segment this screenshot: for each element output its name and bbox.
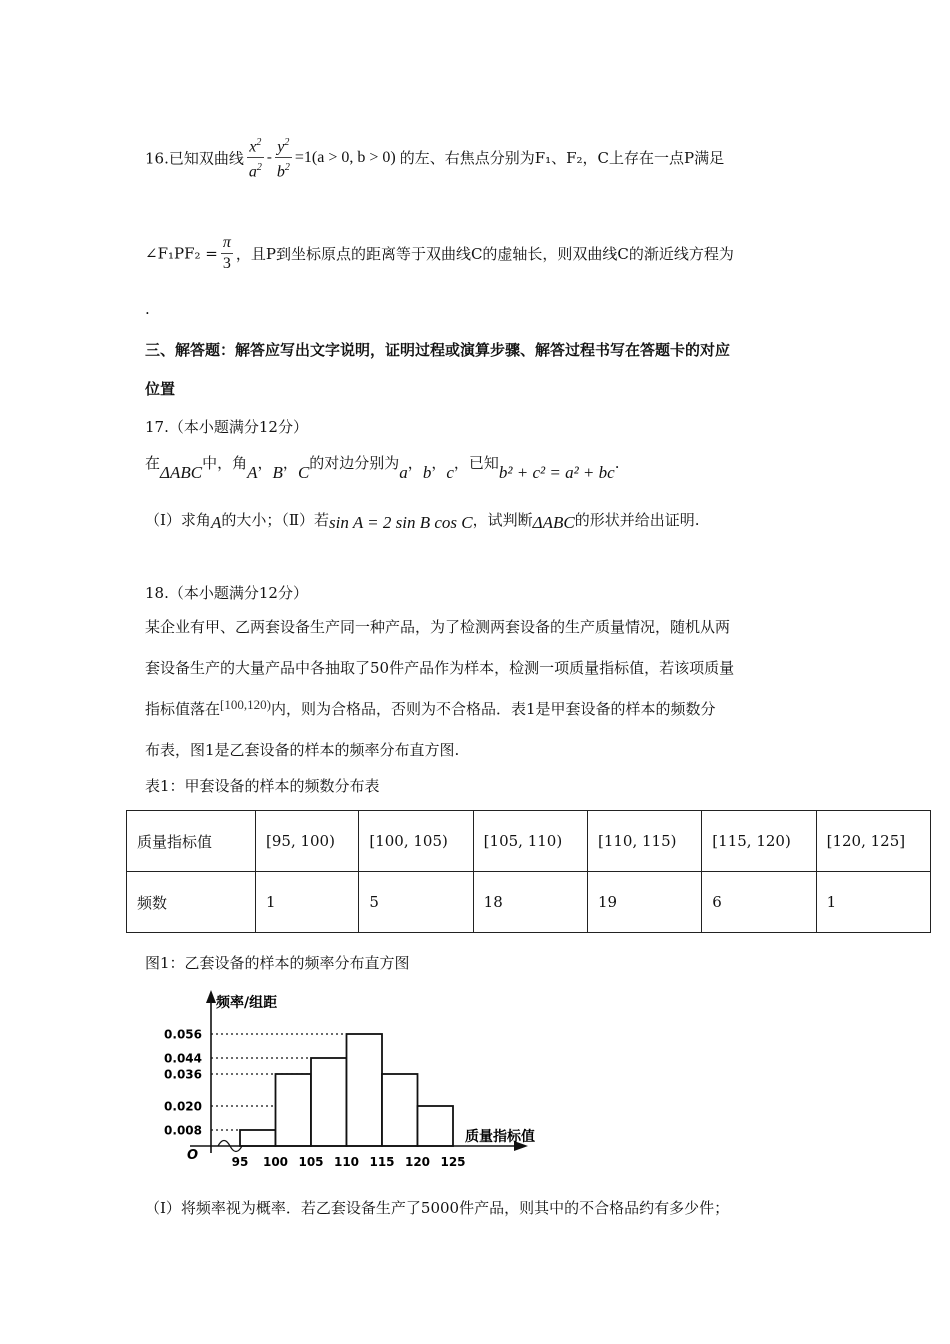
q18-p3-a: 指标值落在 <box>145 700 221 718</box>
q16-line1 <box>145 134 724 182</box>
table-row <box>127 811 931 872</box>
histogram-bar <box>240 1130 276 1146</box>
table-row <box>127 872 931 933</box>
q16-prefix: 16.已知双曲线 <box>145 149 244 168</box>
q17-l2-d: 的形状并给出证明. <box>574 511 700 529</box>
x-tick-label: 115 <box>369 1155 395 1169</box>
q16-pi: π <box>221 234 233 254</box>
x-tick-label: 125 <box>440 1155 466 1169</box>
q17-period: . <box>614 454 620 472</box>
section3-heading: 三、解答题：解答应写出文字说明，证明过程或演算步骤、解答过程书写在答题卡的对应 <box>145 341 731 359</box>
table-cell: [120, 125] <box>816 811 930 872</box>
y-tick-label: 0.044 <box>164 1051 202 1066</box>
q17-angle-B: B <box>272 463 283 482</box>
table-cell: 1 <box>256 872 359 933</box>
q16-frac1-den: a <box>248 163 257 181</box>
q16-suffix: 的左、右焦点分别为F₁、F₂，C上存在一点P满足 <box>399 149 725 168</box>
q16-minus: - <box>266 149 272 166</box>
q16-line2-text: ，且P到坐标原点的距离等于双曲线C的虚轴长，则双曲线C的渐近线方程为 <box>235 245 734 263</box>
frequency-histogram <box>150 985 540 1175</box>
q16-frac2-den: b <box>276 163 285 181</box>
section3-heading-cont: 位置 <box>145 380 176 398</box>
table-cell: [105, 110) <box>473 811 587 872</box>
q17-l2-triangle: ΔABC <box>532 513 575 532</box>
table-cell: 18 <box>473 872 587 933</box>
q16-line2 <box>145 234 734 273</box>
q16-fraction-y: $\frac{y^2}{b^2}$ <box>275 134 292 182</box>
q17-triangle: ΔABC <box>160 463 203 482</box>
q16-three: 3 <box>222 255 231 272</box>
q17-title: 17.（本小题满分12分） <box>145 418 308 436</box>
x-axis-label: 质量指标值 <box>465 1129 535 1145</box>
table-cell: [115, 120) <box>702 811 816 872</box>
x-tick-label: 110 <box>333 1155 360 1169</box>
table-cell: [110, 115) <box>587 811 701 872</box>
histogram-bar <box>311 1058 347 1146</box>
q16-dot: . <box>145 300 150 318</box>
x-tick-label: 120 <box>404 1155 431 1169</box>
table-row-header: 频数 <box>127 872 256 933</box>
q17-side-c: c <box>446 463 454 482</box>
histogram-bar <box>382 1074 418 1146</box>
table-cell: 1 <box>816 872 930 933</box>
q17-angle-A: A <box>247 463 258 482</box>
histogram-bar <box>418 1106 454 1146</box>
frequency-table <box>126 810 931 933</box>
y-tick-label: 0.020 <box>164 1099 202 1114</box>
q18-title: 18.（本小题满分12分） <box>145 584 308 602</box>
origin-label: O <box>187 1148 199 1163</box>
q16-frac2-num: y <box>277 138 285 156</box>
q18-paragraph-line4: 布表，图1是乙套设备的样本的频率分布直方图. <box>145 741 460 759</box>
q16-fraction-pi <box>221 234 233 273</box>
y-axis-label: 频率/组距 <box>216 995 278 1011</box>
table-cell: 19 <box>587 872 701 933</box>
table-row-header: 质量指标值 <box>127 811 256 872</box>
q17-l2-c: ，试判断 <box>472 511 533 529</box>
q18-part1: （Ⅰ）将频率视为概率．若乙套设备生产了5000件产品，则其中的不合格品约有多少件； <box>145 1199 730 1217</box>
q17-l1-b: 中，角 <box>202 454 248 472</box>
histogram-bar <box>347 1034 383 1146</box>
x-tick-label: 95 <box>231 1155 249 1169</box>
q17-side-b: b <box>422 463 432 482</box>
table-cell: 6 <box>702 872 816 933</box>
q16-angle: ∠F₁PF₂ = <box>145 244 218 263</box>
q18-interval: [100,120) <box>220 697 271 712</box>
q18-paragraph-line1: 某企业有甲、乙两套设备生产同一种产品，为了检测两套设备的生产质量情况，随机从两 <box>145 618 731 636</box>
table-cell: 5 <box>359 872 473 933</box>
q18-p3-b: 内，则为合格品，否则为不合格品．表1是甲套设备的样本的频数分 <box>270 700 716 718</box>
table-cell: [95, 100) <box>256 811 359 872</box>
q17-line2 <box>145 509 699 530</box>
q17-l1-a: 在 <box>145 454 161 472</box>
x-tick-label: 100 <box>262 1155 289 1169</box>
q18-paragraph-line2: 套设备生产的大量产品中各抽取了50件产品作为样本，检测一项质量指标值，若该项质量 <box>145 659 735 677</box>
q17-l1-c: 的对边分别为 <box>309 454 400 472</box>
histogram-bar <box>276 1074 312 1146</box>
q17-l2-a: （Ⅰ）求角 <box>145 511 211 529</box>
y-tick-label: 0.036 <box>164 1067 202 1082</box>
q17-l1-d: ，已知 <box>453 454 499 472</box>
table-cell: [100, 105) <box>359 811 473 872</box>
q16-frac1-num: x <box>249 138 257 156</box>
q17-l2-angle-A: A <box>210 513 222 532</box>
q18-paragraph-line3 <box>145 698 715 719</box>
y-axis-arrow <box>206 990 216 1003</box>
q17-angle-C: C <box>297 463 310 482</box>
table-caption: 表1：甲套设备的样本的频数分布表 <box>145 777 380 795</box>
q17-l2-equation: sin A = 2 sin B cos C <box>329 513 473 532</box>
q17-side-a: a <box>399 463 408 482</box>
q17-equation: b² + c² = a² + bc <box>498 463 615 482</box>
x-tick-label: 105 <box>298 1155 324 1169</box>
q16-fraction-x: $\frac{x^2}{a^2}$ <box>247 134 264 182</box>
q17-line1: 在ΔABC中，角A，B，C的对边分别为a，b，c，已知b² + c² = a² + bc. <box>145 454 620 482</box>
figure-caption: 图1：乙套设备的样本的频率分布直方图 <box>145 954 410 972</box>
y-tick-label: 0.008 <box>164 1123 202 1138</box>
q16-condition: =1(a > 0, b > 0) <box>294 148 396 166</box>
q17-l2-b: 的大小；（Ⅱ）若 <box>221 511 330 529</box>
y-tick-label: 0.056 <box>164 1027 202 1042</box>
